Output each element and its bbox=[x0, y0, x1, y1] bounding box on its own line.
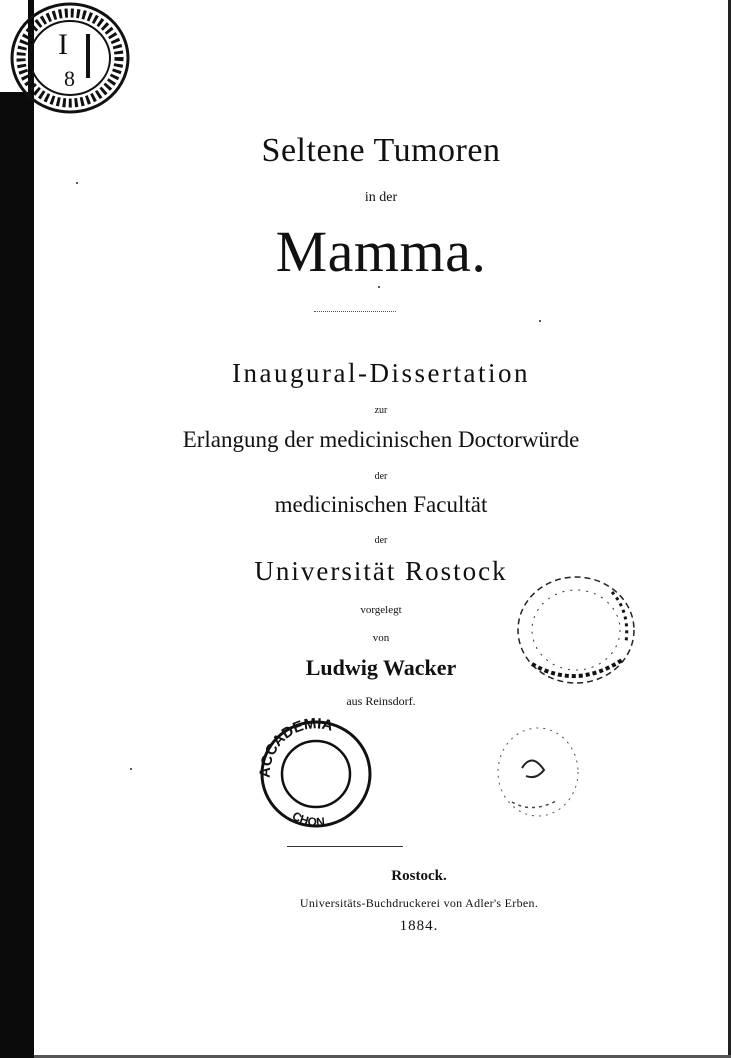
accademia-stamp bbox=[256, 716, 376, 832]
binding-edge bbox=[0, 0, 34, 1058]
connector-der-2: der bbox=[374, 535, 388, 546]
speck bbox=[130, 768, 132, 770]
purpose-line: Erlangung der medicinischen Doctorwürde bbox=[182, 427, 580, 452]
imprint-year: 1884. bbox=[399, 918, 439, 934]
author-origin: aus Reinsdorf. bbox=[346, 694, 416, 708]
dissertation-heading: Inaugural-Dissertation bbox=[232, 358, 530, 388]
speck bbox=[378, 286, 380, 288]
imprint-place: Rostock. bbox=[391, 868, 447, 884]
svg-text:8: 8 bbox=[64, 66, 75, 91]
title-line-2: in der bbox=[364, 190, 398, 205]
imprint-printer: Universitäts-Buchdruckerei von Adler's Erben. bbox=[299, 896, 539, 910]
faint-stamp-lower-right bbox=[492, 722, 584, 822]
ornamental-rule bbox=[314, 311, 396, 312]
library-seal-stamp-top-left bbox=[6, 0, 134, 118]
author-name: Ludwig Wacker bbox=[305, 655, 457, 680]
connector-zur: zur bbox=[374, 405, 388, 416]
svg-text:ACCADEMIA: ACCADEMIA bbox=[256, 716, 335, 779]
speck bbox=[539, 320, 541, 322]
svg-text:I: I bbox=[58, 28, 68, 61]
svg-text:CHON: CHON bbox=[289, 808, 326, 830]
submitted-line: vorgelegt bbox=[360, 604, 402, 616]
faculty-line: medicinischen Facultät bbox=[274, 492, 488, 517]
title-line-1: Seltene Tumoren bbox=[261, 132, 501, 169]
connector-von: von bbox=[372, 632, 390, 644]
imprint-rule bbox=[287, 846, 403, 847]
title-main: Mamma. bbox=[275, 219, 487, 284]
university-line: Universität Rostock bbox=[254, 556, 508, 586]
connector-der-1: der bbox=[374, 471, 388, 482]
speck bbox=[76, 182, 78, 184]
